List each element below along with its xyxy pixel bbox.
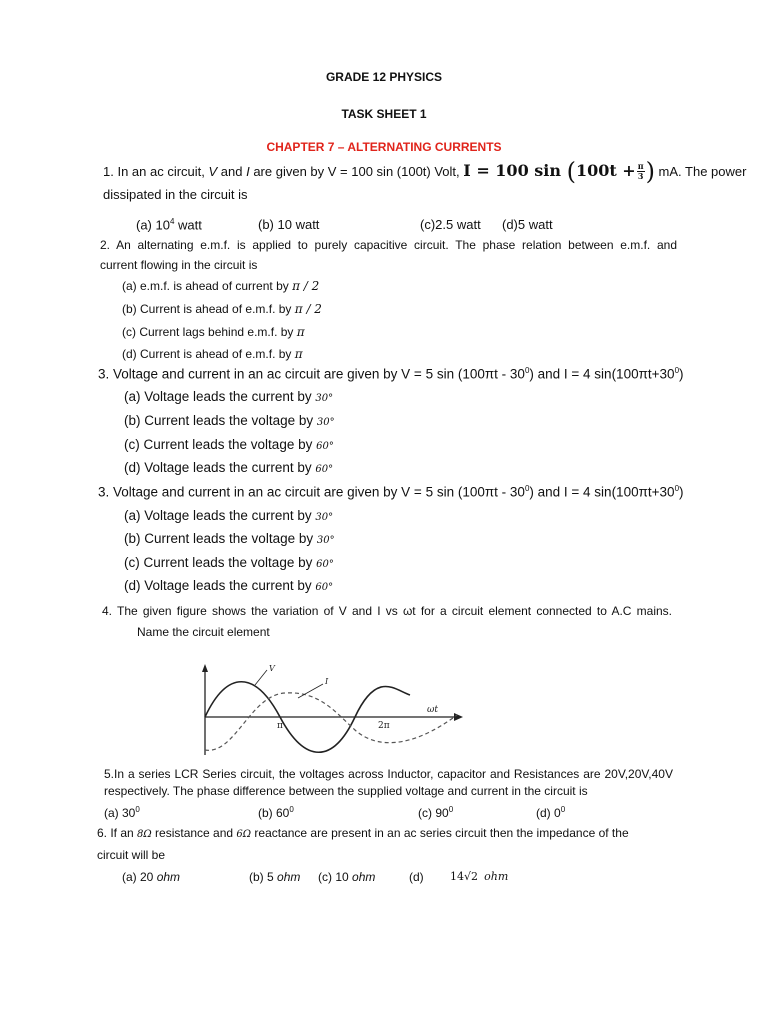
- q2-option-d: [122, 347, 303, 361]
- question-3-stem-repeat: [98, 484, 684, 500]
- q1-expr-lhs: I = 100 sin: [463, 161, 561, 180]
- q3-stem-pre: 3. Voltage and current in an ac circuit are given by V = 5 sin (100πt - 30: [98, 366, 525, 382]
- q1-option-d: (d)5 watt: [502, 217, 553, 232]
- question-1-line2: dissipated in the circuit is: [103, 187, 248, 202]
- fig-pi-label: π: [277, 721, 283, 731]
- x-axis-arrow: [454, 713, 463, 721]
- q1-frac-num: π: [637, 161, 644, 171]
- q3-opt-d-text: (d) Voltage leads the current by: [124, 460, 316, 475]
- q3r-stem-end: ): [679, 484, 684, 500]
- q3r-opt-c-deg: 60°: [316, 559, 334, 570]
- q1-option-c: (c)2.5 watt: [420, 217, 481, 232]
- q1-prefix: 1. In an ac circuit,: [103, 164, 209, 179]
- q1-opt-a-sup: 4: [169, 217, 175, 226]
- q5-option-a: [104, 805, 140, 820]
- q3r-opt-a-deg: 30°: [315, 512, 334, 523]
- question-5-line1: 5.In a series LCR Series circuit, the voltages across Inductor, capacitor and Resistances are 20V,20V,40V: [104, 767, 673, 781]
- q5-opt-c-sup: 0: [448, 805, 454, 814]
- q5-opt-d-sup: 0: [560, 805, 566, 814]
- q5-opt-b-text: (b) 60: [258, 806, 290, 820]
- question-6-line1: [97, 826, 629, 840]
- task-sheet-title: TASK SHEET 1: [341, 107, 427, 121]
- q1-mid: are given by V = 100 sin (100t) Volt,: [249, 164, 464, 179]
- q5-option-d: [536, 805, 565, 820]
- q6-opt-a-text: (a) 20: [122, 870, 157, 884]
- q3r-stem-mid: ) and I = 4 sin(100πt+30: [529, 484, 675, 500]
- q5-option-c: [418, 805, 453, 820]
- q2-opt-a-text: (a) e.m.f. is ahead of current by: [122, 279, 293, 293]
- q3-opt-d-deg: 60°: [315, 464, 334, 475]
- q3r-option-b: [124, 531, 335, 546]
- q3-stem-sup2: 0: [674, 366, 680, 375]
- q1-and: and: [217, 164, 247, 179]
- question-2-line2: current flowing in the circuit is: [100, 258, 258, 272]
- q3r-opt-d-deg: 60°: [315, 582, 334, 593]
- q3-stem-end: ): [679, 366, 684, 382]
- q1-option-b: (b) 10 watt: [258, 217, 320, 232]
- q5-opt-b-sup: 0: [289, 805, 294, 814]
- q5-option-b: [258, 805, 294, 820]
- q2-opt-b-math: π / 2: [294, 302, 322, 316]
- q2-opt-a-math: π / 2: [292, 279, 320, 293]
- page-title: GRADE 12 PHYSICS: [325, 70, 443, 84]
- q5-opt-d-text: (d) 0: [536, 806, 561, 820]
- q1-tail: mA. The power: [654, 164, 747, 179]
- q1-frac-den: 3: [637, 171, 644, 181]
- q1-option-a: [136, 217, 202, 232]
- q6-opt-c-text: (c) 10: [318, 870, 353, 884]
- q1-i: I: [246, 164, 250, 179]
- q3r-stem-pre: 3. Voltage and current in an ac circuit are given by V = 5 sin (100πt - 30: [98, 484, 525, 500]
- vi-waveform-figure: [195, 660, 470, 760]
- q2-opt-c-math: π: [296, 325, 305, 339]
- q3-stem-sup1: 0: [524, 366, 530, 375]
- q3-opt-c-text: (c) Current leads the voltage by: [124, 437, 317, 452]
- q3-option-d: [124, 460, 333, 475]
- q6-post: reactance are present in an ac series circuit then the impedance of the: [251, 826, 629, 840]
- q1-opt-a-post: watt: [174, 217, 202, 233]
- q6-opt-b-text: (b) 5: [249, 870, 278, 884]
- q6-option-c: [318, 870, 375, 884]
- q3r-stem-sup1: 0: [524, 484, 530, 493]
- question-1-stem: [103, 156, 746, 186]
- question-5-line2: respectively. The phase difference between the supplied voltage and current in the circuit is: [104, 784, 588, 798]
- q3-opt-b-text: (b) Current leads the voltage by: [124, 413, 317, 428]
- q3r-opt-d-text: (d) Voltage leads the current by: [124, 578, 316, 593]
- q6-option-b: [249, 870, 300, 884]
- q6-option-a: [122, 870, 180, 884]
- q3r-opt-b-deg: 30°: [316, 535, 335, 546]
- v-label-pointer: [255, 670, 267, 685]
- q3r-opt-b-text: (b) Current leads the voltage by: [124, 531, 317, 546]
- y-axis-arrow: [202, 664, 208, 672]
- question-4-line2: Name the circuit element: [137, 625, 270, 639]
- fig-i-label: I: [325, 677, 329, 686]
- q3-opt-c-deg: 60°: [316, 441, 334, 452]
- q3-opt-b-deg: 30°: [316, 417, 335, 428]
- chapter-title: CHAPTER 7 – ALTERNATING CURRENTS: [266, 140, 502, 154]
- q6-mid: resistance and: [151, 826, 237, 840]
- q6-pre: 6. If an: [97, 826, 138, 840]
- q2-option-a: [122, 279, 319, 293]
- q3r-option-d: [124, 578, 333, 593]
- q2-opt-d-math: π: [294, 347, 303, 361]
- q2-opt-d-text: (d) Current is ahead of e.m.f. by: [122, 347, 295, 361]
- q3r-opt-a-text: (a) Voltage leads the current by: [124, 508, 316, 523]
- q3-opt-a-deg: 30°: [315, 393, 334, 404]
- q3-opt-a-text: (a) Voltage leads the current by: [124, 389, 316, 404]
- q6-opt-b-unit: ohm: [277, 870, 301, 884]
- q6-option-d: (d): [409, 870, 424, 884]
- question-4-line1: 4. The given figure shows the variation of V and I vs ωt for a circuit element connected to A.C mains.: [102, 604, 672, 618]
- fig-v-label: V: [269, 664, 275, 673]
- q1-current-expression: I = 100 sin (100t + $\frac{\pi}{3}$ ): [463, 157, 655, 186]
- current-curve: [205, 693, 457, 750]
- q5-opt-a-text: (a) 30: [104, 806, 136, 820]
- q6-opt-c-unit: ohm: [352, 870, 376, 884]
- q3-option-c: [124, 437, 334, 452]
- q3r-stem-sup2: 0: [674, 484, 680, 493]
- q1-v: V: [208, 164, 218, 179]
- q5-opt-c-text: (c) 90: [418, 806, 449, 820]
- q3r-option-a: [124, 508, 333, 523]
- q6-opt-d-val: 14√2: [450, 870, 479, 883]
- q3r-option-c: [124, 555, 334, 570]
- q6-reactance: 6Ω: [236, 829, 252, 840]
- q3-option-b: [124, 413, 335, 428]
- q2-opt-b-text: (b) Current is ahead of e.m.f. by: [122, 302, 295, 316]
- q3-option-a: [124, 389, 333, 404]
- q3-stem-mid: ) and I = 4 sin(100πt+30: [529, 366, 675, 382]
- q6-option-d-value: [450, 870, 508, 883]
- q2-option-c: [122, 325, 305, 339]
- q1-opt-a-pre: (a) 10: [136, 217, 170, 233]
- q3r-opt-c-text: (c) Current leads the voltage by: [124, 555, 317, 570]
- q1-expr-inner: 100t +: [575, 161, 636, 180]
- q6-opt-d-unit: ohm: [484, 870, 509, 883]
- fig-wt-label: ωt: [427, 705, 438, 715]
- q2-opt-c-text: (c) Current lags behind e.m.f. by: [122, 325, 297, 339]
- fig-2pi-label: 2π: [378, 721, 390, 731]
- q5-opt-a-sup: 0: [135, 805, 140, 814]
- question-2-line1: 2. An alternating e.m.f. is applied to purely capacitive circuit. The phase relation between e.m.f. and: [100, 238, 677, 252]
- q6-opt-a-unit: ohm: [156, 870, 181, 884]
- q6-resistance: 8Ω: [137, 829, 152, 840]
- q2-option-b: [122, 302, 322, 316]
- question-6-line2: circuit will be: [97, 848, 166, 862]
- question-3-stem: [98, 366, 684, 382]
